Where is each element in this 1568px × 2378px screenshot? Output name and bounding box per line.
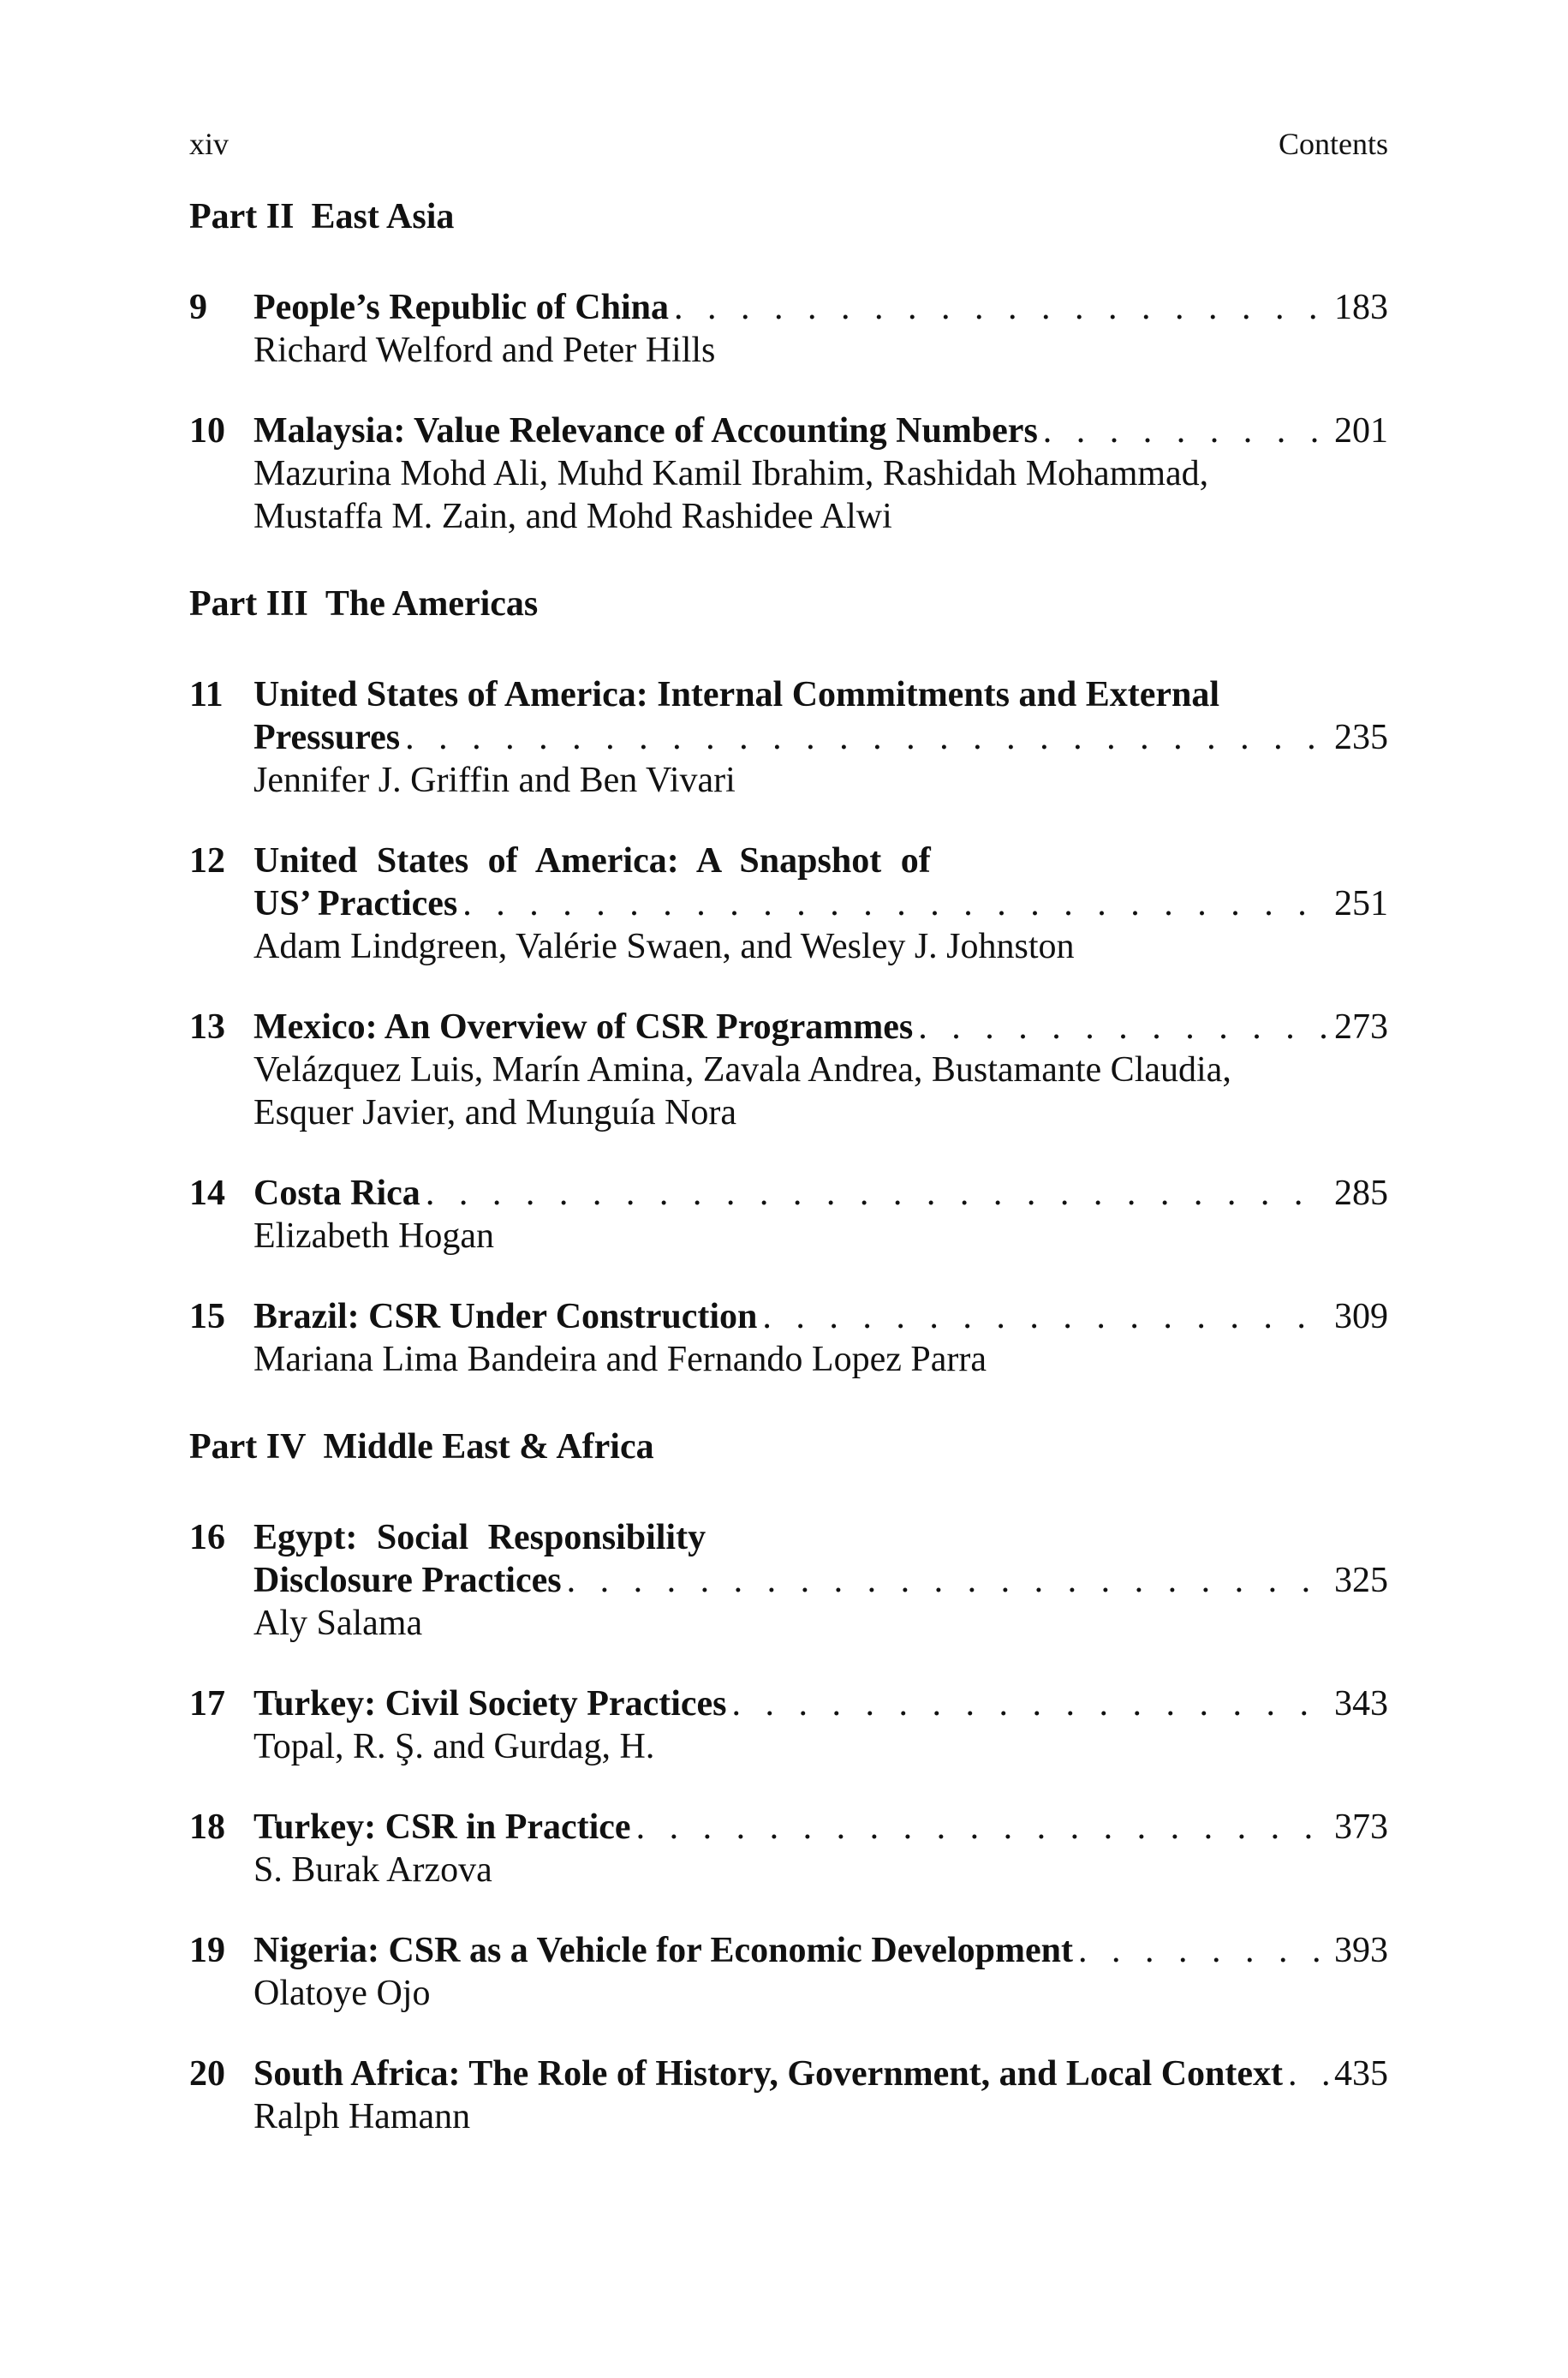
page-number: 285 <box>1334 1174 1388 1213</box>
page-number: 273 <box>1334 1007 1388 1047</box>
chapter-number: 19 <box>189 1931 225 1970</box>
page-number: 183 <box>1334 288 1388 327</box>
chapter-title-row <box>253 716 1388 759</box>
chapter-title-row <box>253 1172 1388 1215</box>
chapter-title: Turkey: CSR in Practice <box>253 1807 631 1847</box>
dot-leader <box>462 882 1329 925</box>
dot-leader <box>567 1559 1329 1602</box>
toc-entry[interactable] <box>189 1006 1388 1134</box>
chapter-title: Disclosure Practices <box>253 1561 562 1600</box>
page-number: 325 <box>1334 1561 1388 1600</box>
chapter-number: 10 <box>189 411 225 451</box>
chapter-title-line: United States of America: Internal Commitments and External <box>253 675 1220 714</box>
chapter-number: 17 <box>189 1684 225 1724</box>
dot-leader <box>674 286 1329 329</box>
chapter-number: 15 <box>189 1297 225 1336</box>
toc-entry[interactable] <box>189 1929 1388 2015</box>
chapter-title-row <box>253 882 1388 925</box>
dot-leader <box>426 1172 1329 1215</box>
chapter-authors: Jennifer J. Griffin and Ben Vivari <box>253 761 736 800</box>
chapter-title-row <box>253 1806 1388 1849</box>
chapter-number: 16 <box>189 1518 225 1557</box>
chapter-number: 11 <box>189 675 224 714</box>
chapter-authors: Velázquez Luis, Marín Amina, Zavala Andrea, Bustamante Claudia, <box>253 1050 1231 1090</box>
part-label: Part II <box>189 197 295 236</box>
chapter-title: People’s Republic of China <box>253 288 669 327</box>
table-of-contents <box>189 195 1388 2176</box>
chapter-title-row <box>253 1559 1388 1602</box>
page-number: 435 <box>1334 2054 1388 2094</box>
page-folio: xiv <box>189 127 230 161</box>
chapter-title-line: United States of America: A Snapshot of <box>253 841 931 881</box>
dot-leader <box>1043 409 1329 452</box>
page-number: 373 <box>1334 1807 1388 1847</box>
toc-entry[interactable] <box>189 286 1388 372</box>
chapter-authors: Adam Lindgreen, Valérie Swaen, and Wesley J. Johnston <box>253 927 1075 966</box>
dot-leader <box>1288 2052 1329 2095</box>
part-title: Middle East & Africa <box>323 1427 654 1467</box>
page-number: 235 <box>1334 718 1388 757</box>
part-heading <box>189 1425 1388 1468</box>
chapter-title-row <box>253 1006 1388 1049</box>
chapter-number: 9 <box>189 288 207 327</box>
chapter-authors: Elizabeth Hogan <box>253 1216 495 1256</box>
part-label: Part III <box>189 584 308 624</box>
chapter-title: Mexico: An Overview of CSR Programmes <box>253 1007 914 1047</box>
chapter-title-row <box>253 1929 1388 1972</box>
chapter-number: 12 <box>189 841 225 881</box>
toc-entry[interactable] <box>189 2052 1388 2138</box>
part-heading <box>189 195 1388 238</box>
chapter-authors: Ralph Hamann <box>253 2097 471 2136</box>
dot-leader <box>918 1006 1329 1049</box>
page-number: 201 <box>1334 411 1388 451</box>
dot-leader <box>405 716 1329 759</box>
chapter-title-row <box>253 2052 1388 2095</box>
toc-entry[interactable] <box>189 673 1388 802</box>
chapter-number: 18 <box>189 1807 225 1847</box>
page-number: 343 <box>1334 1684 1388 1724</box>
chapter-title-row <box>253 1682 1388 1725</box>
chapter-number: 14 <box>189 1174 225 1213</box>
chapter-title: South Africa: The Role of History, Government, and Local Context <box>253 2054 1284 2094</box>
chapter-authors: Esquer Javier, and Munguía Nora <box>253 1093 736 1132</box>
chapter-authors: Richard Welford and Peter Hills <box>253 331 716 370</box>
dot-leader <box>732 1682 1329 1725</box>
toc-entry[interactable] <box>189 839 1388 968</box>
part-heading <box>189 583 1388 625</box>
chapter-authors: Mariana Lima Bandeira and Fernando Lopez Parra <box>253 1340 987 1379</box>
part-title: The Americas <box>325 584 539 624</box>
toc-entry[interactable] <box>189 1295 1388 1381</box>
chapter-authors: Mustaffa M. Zain, and Mohd Rashidee Alwi <box>253 497 892 536</box>
chapter-authors: S. Burak Arzova <box>253 1850 492 1890</box>
chapter-number: 20 <box>189 2054 225 2094</box>
chapter-title: Brazil: CSR Under Construction <box>253 1297 758 1336</box>
chapter-authors: Olatoye Ojo <box>253 1974 431 2013</box>
dot-leader <box>762 1295 1329 1338</box>
running-head <box>189 122 1388 165</box>
chapter-title-row <box>253 286 1388 329</box>
chapter-authors: Aly Salama <box>253 1604 423 1643</box>
dot-leader <box>636 1806 1329 1849</box>
part-title: East Asia <box>311 197 455 236</box>
chapter-title-row <box>253 1295 1388 1338</box>
chapter-title: Turkey: Civil Society Practices <box>253 1684 727 1724</box>
chapter-authors: Mazurina Mohd Ali, Muhd Kamil Ibrahim, Rashidah Mohammad, <box>253 454 1209 493</box>
toc-entry[interactable] <box>189 1806 1388 1891</box>
toc-entry[interactable] <box>189 409 1388 538</box>
chapter-authors: Topal, R. Ş. and Gurdag, H. <box>253 1727 655 1766</box>
part-label: Part IV <box>189 1427 307 1467</box>
page-number: 393 <box>1334 1931 1388 1970</box>
chapter-title: Nigeria: CSR as a Vehicle for Economic Development <box>253 1931 1073 1970</box>
running-title: Contents <box>1278 127 1388 161</box>
toc-entry[interactable] <box>189 1172 1388 1258</box>
page-number: 251 <box>1334 884 1388 923</box>
toc-entry[interactable] <box>189 1682 1388 1768</box>
chapter-title-line: Egypt: Social Responsibility <box>253 1518 706 1557</box>
toc-entry[interactable] <box>189 1516 1388 1645</box>
chapter-title: Pressures <box>253 718 401 757</box>
chapter-title: US’ Practices <box>253 884 458 923</box>
dot-leader <box>1078 1929 1329 1972</box>
chapter-number: 13 <box>189 1007 225 1047</box>
page-number: 309 <box>1334 1297 1388 1336</box>
chapter-title: Costa Rica <box>253 1174 420 1213</box>
chapter-title: Malaysia: Value Relevance of Accounting Numbers <box>253 411 1038 451</box>
chapter-title-row <box>253 409 1388 452</box>
